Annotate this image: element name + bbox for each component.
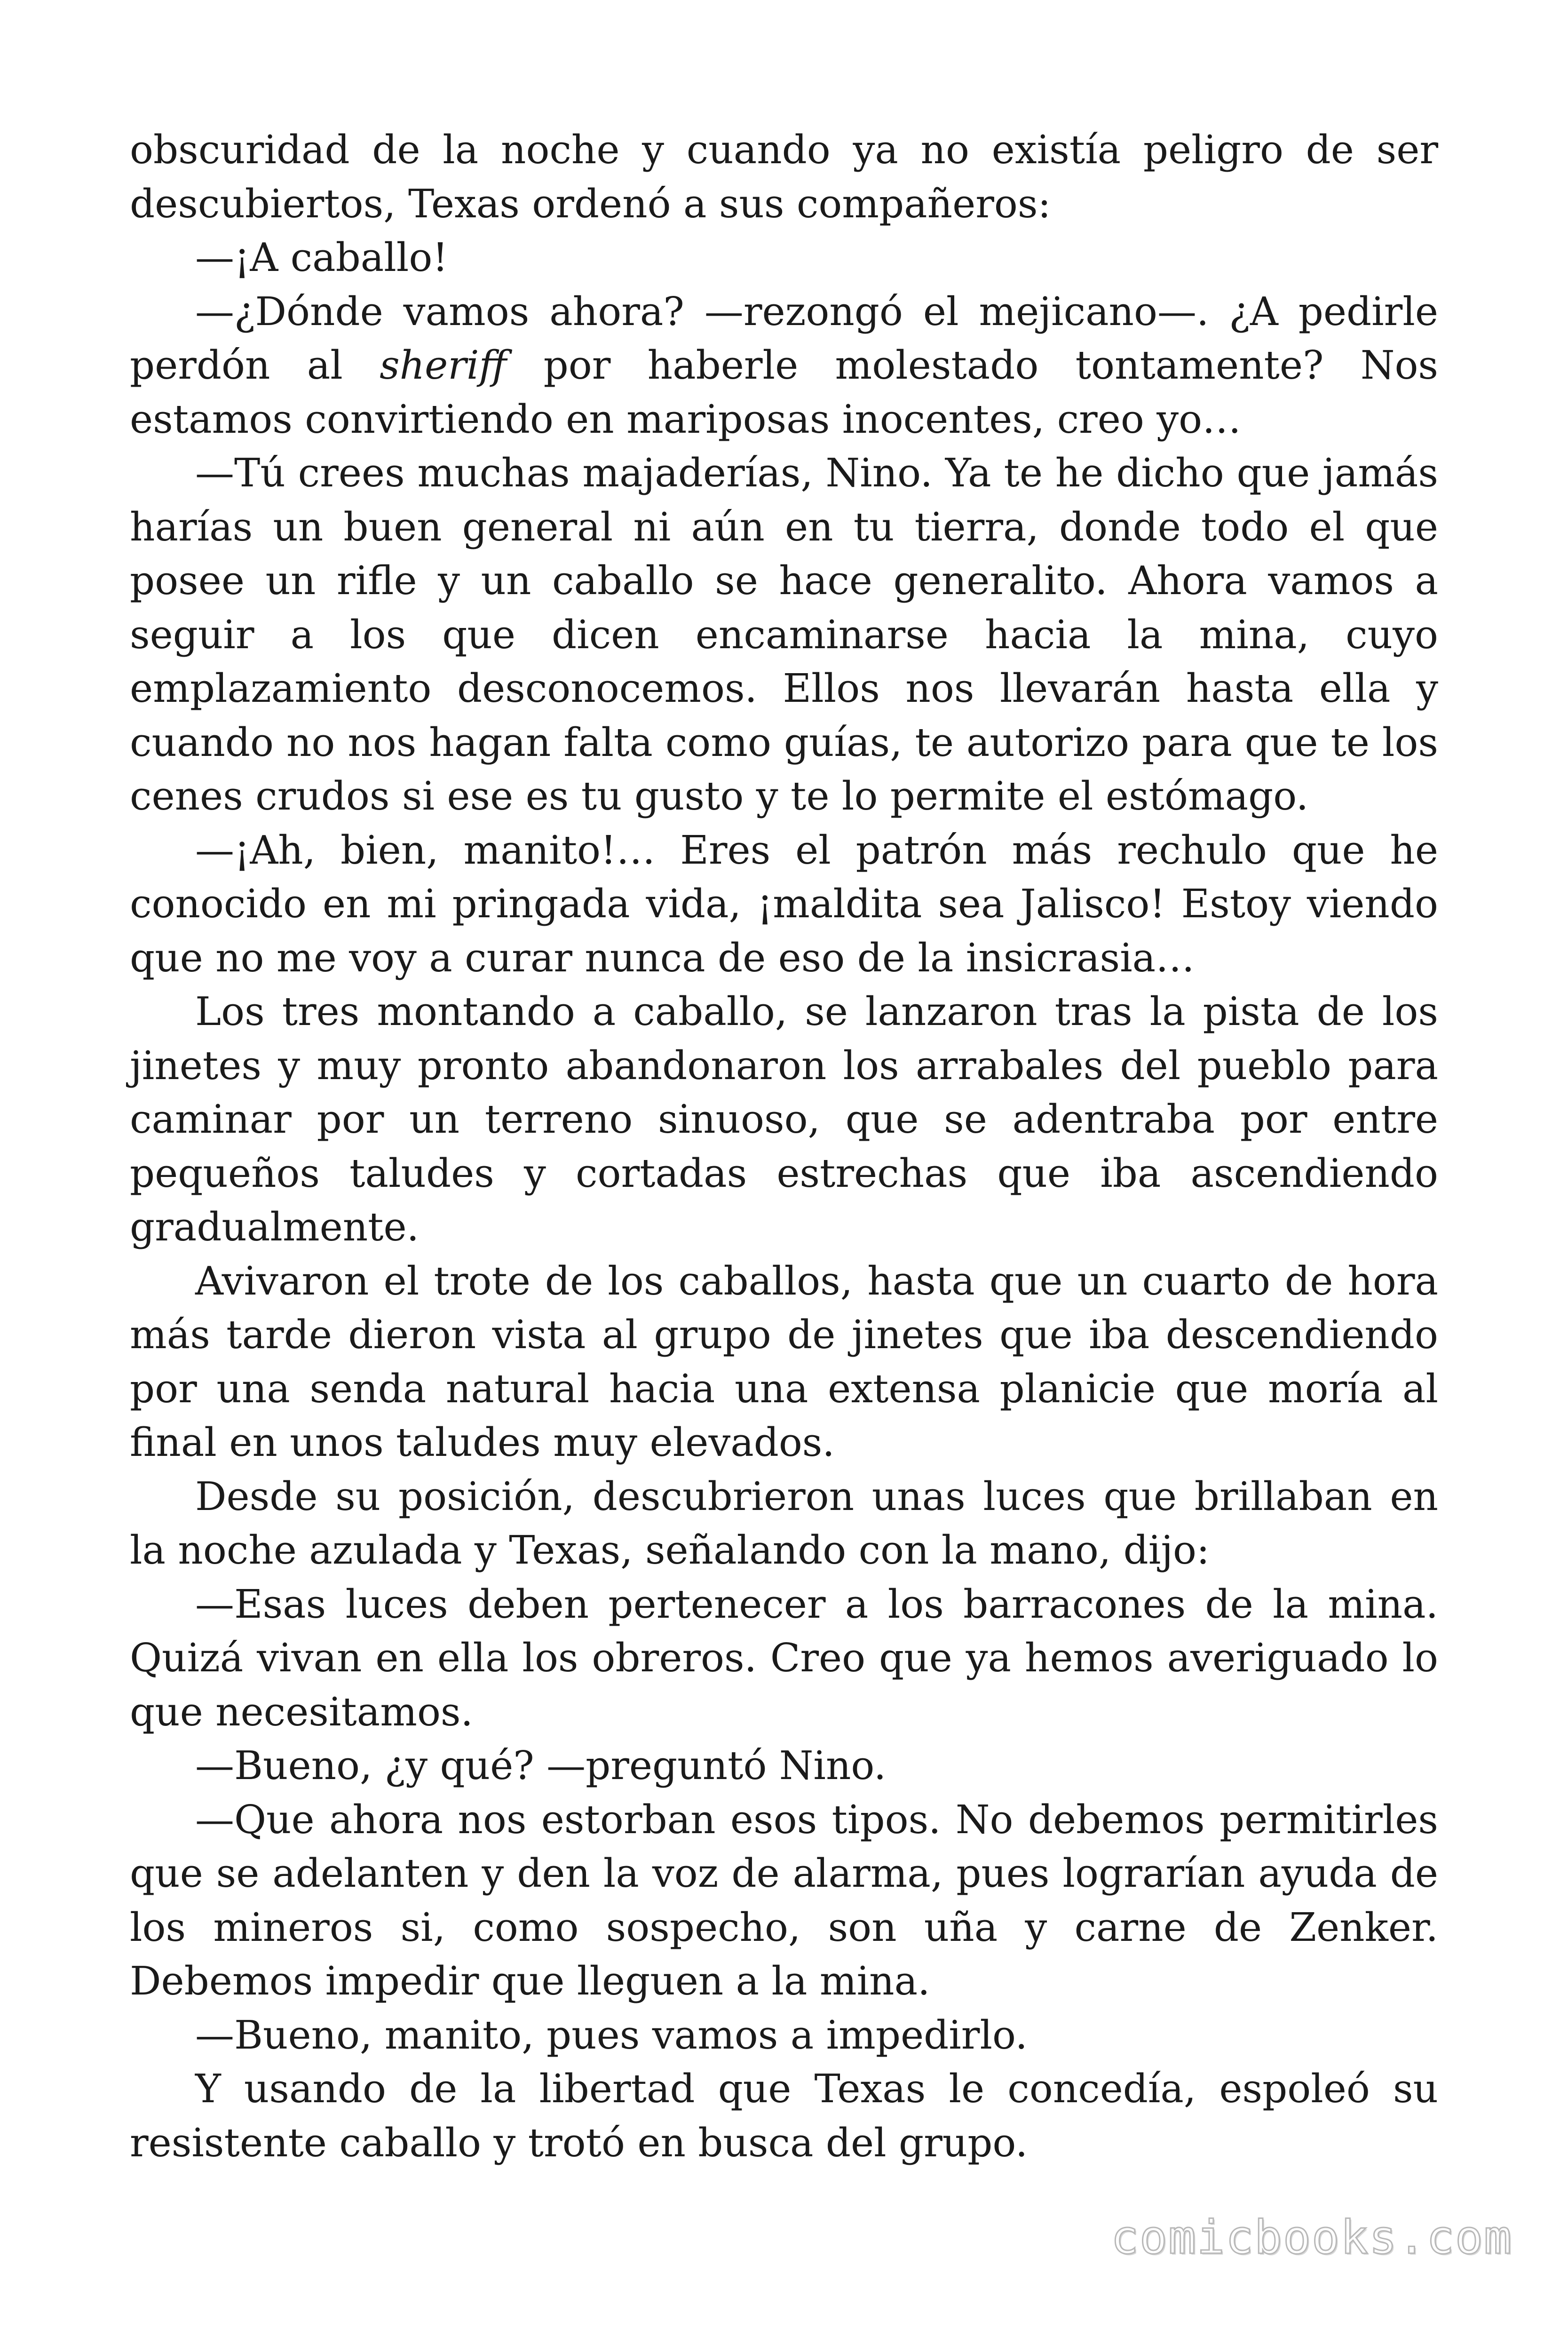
italic-word: sheriff <box>380 342 507 388</box>
paragraph: obscuridad de la noche y cuando ya no existía peligro de ser descubiertos, Texas ordenó a sus compañeros: <box>130 127 1438 227</box>
paragraph: Y usando de la libertad que Texas le concedía, espoleó su resistente caballo y trotó en busca del grupo. <box>130 2066 1438 2166</box>
paragraph: —Que ahora nos estorban esos tipos. No debemos permitirles que se adelanten y den la voz de alarma, pues lograrían ayuda de los mineros si, como sospecho, son uña y carne de Zenker. Debemos impedir que lleguen a la mina. <box>130 1796 1438 2004</box>
paragraph: —Bueno, manito, pues vamos a impedirlo. <box>195 2012 1028 2058</box>
page-body <box>130 123 1438 2170</box>
paragraph: —Tú crees muchas majaderías, Nino. Ya te he dicho que jamás harías un buen general ni aún en tu tierra, donde todo el que posee un rifle y un caballo se hace generalito. Ahora vamos a seguir a los que dicen encaminarse hacia la mina, cuyo emplazamiento desconocemos. Ellos nos llevarán hasta ella y cuando no nos hagan falta como guías, te autorizo para que te los cenes crudos si ese es tu gusto y te lo permite el estómago. <box>130 450 1438 819</box>
paragraph <box>130 285 1438 447</box>
paragraph: —Esas luces deben pertenecer a los barracones de la mina. Quizá vivan en ella los obreros. Creo que ya hemos averiguado lo que necesitamos. <box>130 1581 1438 1735</box>
paragraph: Desde su posición, descubrieron unas luces que brillaban en la noche azulada y Texas, señalando con la mano, dijo: <box>130 1473 1438 1573</box>
paragraph: Los tres montando a caballo, se lanzaron tras la pista de los jinetes y muy pronto abandonaron los arrabales del pueblo para caminar por un terreno sinuoso, que se adentraba por entre pequeños taludes y cortadas estrechas que iba ascendiendo gradualmente. <box>130 989 1438 1250</box>
paragraph: —¡Ah, bien, manito!… Eres el patrón más rechulo que he conocido en mi pringada vida, ¡maldita sea Jalisco! Estoy viendo que no me voy a curar nunca de eso de la insicrasia… <box>130 827 1438 981</box>
paragraph-text: —¿Dónde vamos ahora? —rezongó el mejicano—. ¿A pedirle perdón al <box>130 288 1438 388</box>
paragraph: —Bueno, ¿y qué? —preguntó Nino. <box>195 1743 887 1788</box>
paragraph-text: por haberle molestado tontamente? Nos estamos convirtiendo en mariposas inocentes, creo yo… <box>130 342 1439 442</box>
paragraph: Avivaron el trote de los caballos, hasta que un cuarto de hora más tarde dieron vista al grupo de jinetes que iba descendiendo por una senda natural hacia una extensa planicie que moría al final en unos taludes muy elevados. <box>130 1258 1438 1465</box>
watermark: comicbooks.com <box>1110 2211 1513 2265</box>
paragraph: —¡A caballo! <box>195 235 448 280</box>
